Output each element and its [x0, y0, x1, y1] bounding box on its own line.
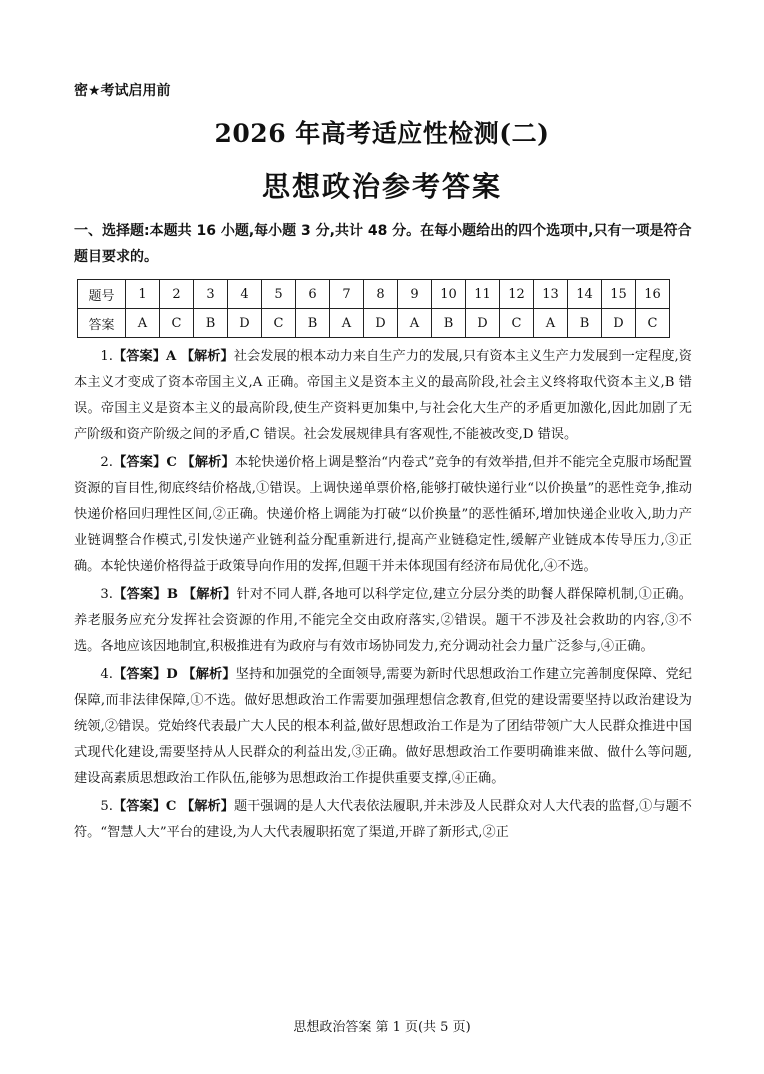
question-number: 5 [262, 280, 296, 309]
question-number: 6 [296, 280, 330, 309]
question-number: 14 [568, 280, 602, 309]
answer-tag: 【答案】B 【解析】 [112, 587, 237, 602]
question-number: 15 [602, 280, 636, 309]
question-number: 7 [330, 280, 364, 309]
explanation-paragraph [74, 582, 692, 660]
answer-cell: A [330, 309, 364, 338]
question-number: 3 [194, 280, 228, 309]
question-number: 2 [160, 280, 194, 309]
answer-cell: D [466, 309, 500, 338]
answer-cell: B [432, 309, 466, 338]
item-number: 5. [100, 799, 113, 814]
explanation-text: 坚持和加强党的全面领导,需要为新时代思想政治工作建立完善制度保障、党纪保障,而非法律保障,①不选。做好思想政治工作需要加强理想信念教育,但党的建设需要坚持以政治建设为统领,②错误。党始终代表最广大人民的根本利益,做好思想政治工作是为了团结带领广大人民群众推进中国式现代化建设,需要坚持从人民群众的利益出发,③正确。做好思想政治工作要明确谁来做、做什么等问题,建设高素质思想政治工作队伍,能够为思想政治工作提供重要支撑,④正确。 [74, 667, 692, 786]
question-number: 12 [500, 280, 534, 309]
answer-cell: D [364, 309, 398, 338]
explanation-paragraph [74, 794, 692, 846]
explanation-paragraph [74, 662, 692, 792]
answer-cell: C [160, 309, 194, 338]
question-number: 10 [432, 280, 466, 309]
explanation-text: 题干强调的是人大代表依法履职,并未涉及人民群众对人大代表的监督,①与题不符。“智慧人大”平台的建设,为人大代表履职拓宽了渠道,开辟了新形式,②正 [74, 799, 692, 840]
explanation-text: 本轮快递价格上调是整治“内卷式”竞争的有效举措,但并不能完全克服市场配置资源的盲目性,彻底终结价格战,①错误。上调快递单票价格,能够打破快递行业“以价换量”的恶性竞争,推动快递价格回归理性区间,②正确。快递价格上调能为打破“以价换量”的恶性循环,增加快递企业收入,助力产业链调整合作模式,引发快递产业链利益分配重新进行,提高产业链稳定性,缓解产业链成本传导压力,③正确。本轮快递价格得益于政策导向作用的发挥,但题干并未体现国有经济布局优化,④不选。 [74, 455, 692, 574]
answer-cell: B [296, 309, 330, 338]
question-number: 4 [228, 280, 262, 309]
question-number: 16 [636, 280, 670, 309]
item-number: 4. [100, 667, 113, 682]
confidential-label: 密★考试启用前 [74, 83, 171, 99]
answer-cell: D [228, 309, 262, 338]
answer-tag: 【答案】C 【解析】 [112, 799, 234, 814]
answer-table [77, 279, 670, 338]
answer-row [78, 309, 670, 338]
explanations-body [74, 344, 692, 848]
answer-cell: C [636, 309, 670, 338]
question-number: 11 [466, 280, 500, 309]
question-number-row [78, 280, 670, 309]
section-intro: 一、选择题:本题共 16 小题,每小题 3 分,共计 48 分。在每小题给出的四个选项中,只有一项是符合题目要求的。 [74, 223, 692, 265]
answer-cell: B [568, 309, 602, 338]
item-number: 3. [100, 587, 113, 602]
answer-key-subtitle: 思想政治参考答案 [261, 170, 502, 203]
question-number: 13 [534, 280, 568, 309]
page-footer: 思想政治答案 第 1 页(共 5 页) [293, 1020, 471, 1035]
question-number: 8 [364, 280, 398, 309]
answer-cell: D [602, 309, 636, 338]
answer-cell: B [194, 309, 228, 338]
question-number: 9 [398, 280, 432, 309]
row-header-answer: 答案 [78, 309, 126, 338]
answer-cell: A [534, 309, 568, 338]
answer-tag: 【答案】C 【解析】 [112, 455, 235, 470]
explanation-paragraph [74, 450, 692, 580]
answer-cell: C [262, 309, 296, 338]
answer-tag: 【答案】A 【解析】 [112, 349, 234, 364]
answer-cell: A [126, 309, 160, 338]
explanation-text: 社会发展的根本动力来自生产力的发展,只有资本主义生产力发展到一定程度,资本主义才变成了资本帝国主义,A 正确。帝国主义是资本主义的最高阶段,社会主义终将取代资本主义,B 错误。帝国主义是资本主义的最高阶段,使生产资料更加集中,与社会化大生产的矛盾更加激化,因此加剧了无产阶级和资产阶级之间的矛盾,C 错误。社会发展规律具有客观性,不能被改变,D 错误。 [74, 349, 692, 442]
explanation-paragraph [74, 344, 692, 448]
question-number: 1 [126, 280, 160, 309]
item-number: 2. [100, 455, 113, 470]
answer-tag: 【答案】D 【解析】 [112, 667, 236, 682]
exam-title: 2026 年高考适应性检测(二) [214, 119, 550, 148]
item-number: 1. [100, 349, 113, 364]
answer-cell: C [500, 309, 534, 338]
answer-cell: A [398, 309, 432, 338]
row-header-number: 题号 [78, 280, 126, 309]
explanation-text: 针对不同人群,各地可以科学定位,建立分层分类的助餐人群保障机制,①正确。养老服务应充分发挥社会资源的作用,不能完全交由政府落实,②错误。题干不涉及社会救助的内容,③不选。各地应该因地制宜,积极推进有为政府与有效市场协同发力,充分调动社会力量广泛参与,④正确。 [74, 587, 692, 654]
